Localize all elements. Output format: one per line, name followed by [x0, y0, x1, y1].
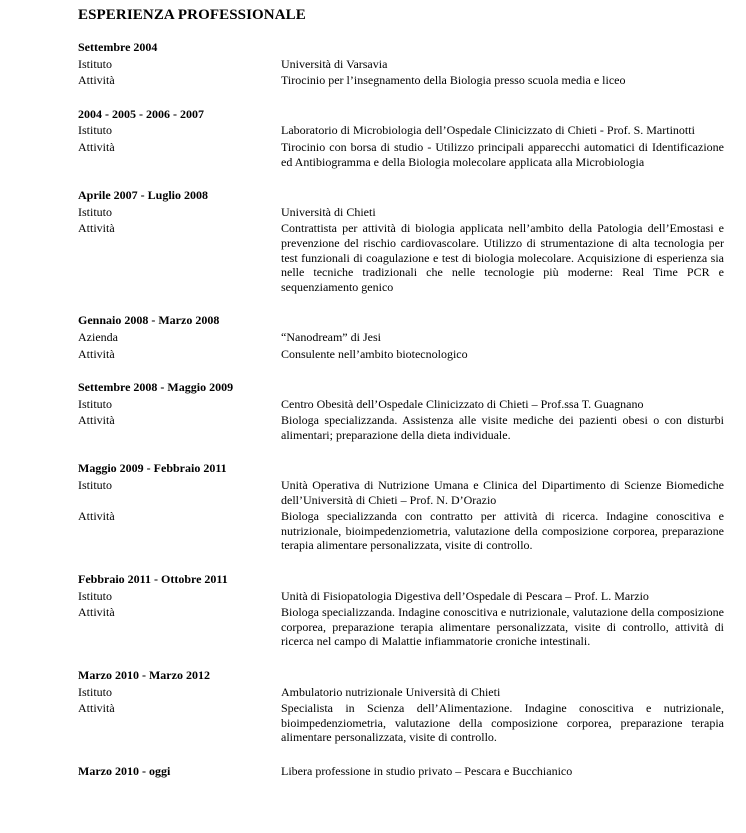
entry-row-label: Istituto — [78, 588, 113, 603]
entry-row-value: Contrattista per attività di biologia applicata nell’ambito della Patologia dell’Emostasi e prevenzione del rischio cardiovascolare. Utilizzo di strumentazione di alta tecnologia per test funzionali di coagulazione e test di biologia molecolare. Acquisizione di esperienza sia nelle tecniche tradizionali che nelle tecnologie più moderne: Real Time PCR e sequenziamento genico — [281, 221, 724, 294]
experience-list — [78, 40, 724, 798]
entry-period: Febbraio 2011 - Ottobre 2011 — [78, 572, 228, 587]
entry-row-value: Consulente nell’ambito biotecnologico — [281, 346, 468, 361]
entry-row — [78, 605, 724, 649]
entry-row-label: Attività — [78, 413, 115, 428]
experience-entry — [78, 380, 724, 442]
entry-period: 2004 - 2005 - 2006 - 2007 — [78, 106, 204, 121]
entry-row-label: Azienda — [78, 329, 118, 344]
entry-row — [78, 73, 724, 88]
entry-period: Maggio 2009 - Febbraio 2011 — [78, 461, 227, 476]
entry-row — [78, 221, 724, 294]
entry-row-value: Unità Operativa di Nutrizione Umana e Clinica del Dipartimento di Scienze Biomediche dell’Università di Chieti – Prof. N. D’Orazio — [281, 478, 724, 507]
entry-row-value: “Nanodream” di Jesi — [281, 329, 381, 344]
entry-row-value: Università di Varsavia — [281, 56, 388, 71]
entry-row-label: Attività — [78, 509, 115, 524]
experience-entry — [78, 764, 724, 779]
entry-period: Marzo 2010 - oggi — [78, 763, 171, 778]
entry-row-label: Istituto — [78, 123, 113, 138]
entry-row — [78, 57, 724, 72]
entry-row-label: Istituto — [78, 396, 113, 411]
entry-row-label: Attività — [78, 346, 115, 361]
entry-row — [78, 589, 724, 604]
experience-entry — [78, 572, 724, 649]
entry-row — [78, 413, 724, 442]
entry-period: Settembre 2008 - Maggio 2009 — [78, 380, 234, 395]
entry-row-value: Unità di Fisiopatologia Digestiva dell’Ospedale di Pescara – Prof. L. Marzio — [281, 588, 649, 603]
entry-row-value: Specialista in Scienza dell’Alimentazione. Indagine conoscitiva e nutrizionale, bioimpedenziometria, valutazione della composizione corporea, preparazione terapia alimentare personalizzata, visite di controllo. — [281, 701, 724, 745]
experience-entry — [78, 40, 724, 88]
entry-row-label: Istituto — [78, 684, 113, 699]
entry-row — [78, 123, 724, 138]
entry-row-label: Istituto — [78, 478, 113, 493]
entry-row-label: Attività — [78, 139, 115, 154]
entry-row-value: Biologa specializzanda con contratto per attività di ricerca. Indagine conoscitiva e nutrizionale, bioimpedenziometria, valutazione della composizione corporea, preparazione terapia alimentare personalizzata, visite di controllo. — [281, 509, 724, 553]
entry-row-value: Ambulatorio nutrizionale Università di Chieti — [281, 684, 501, 699]
entry-period: Settembre 2004 — [78, 40, 158, 54]
entry-row — [78, 140, 724, 169]
entry-row-label: Istituto — [78, 56, 113, 71]
entry-row-label: Attività — [78, 701, 115, 716]
entry-row-value: Biologa specializzanda. Assistenza alle visite mediche dei pazienti obesi o con disturbi alimentari; preparazione della dieta individuale. — [281, 413, 724, 442]
experience-entry — [78, 313, 724, 361]
entry-row-value: Università di Chieti — [281, 204, 376, 219]
entry-row-label: Istituto — [78, 204, 113, 219]
entry-row — [78, 205, 724, 220]
entry-row — [78, 701, 724, 745]
entry-row — [78, 509, 724, 553]
entry-row-value: Biologa specializzanda. Indagine conoscitiva e nutrizionale, valutazione della composizione corporea, preparazione terapia alimentare personalizzata, visite di controllo, attività di ricerca nel campo di Malattie infiammatorie croniche intestinali. — [281, 605, 724, 649]
experience-entry — [78, 188, 724, 294]
entry-row-label: Attività — [78, 73, 115, 88]
entry-row-value: Laboratorio di Microbiologia dell’Ospedale Clinicizzato di Chieti - Prof. S. Martinotti — [281, 123, 695, 138]
entry-row — [78, 347, 724, 362]
entry-row-value: Tirocinio per l’insegnamento della Biologia presso scuola media e liceo — [281, 73, 626, 88]
entry-row-label: Attività — [78, 221, 115, 236]
entry-row — [78, 397, 724, 412]
entry-row — [78, 330, 724, 345]
section-title: ESPERIENZA PROFESSIONALE — [78, 7, 306, 23]
entry-row — [78, 478, 724, 507]
entry-row — [78, 685, 724, 700]
experience-entry — [78, 461, 724, 553]
entry-row-value: Libera professione in studio privato – Pescara e Bucchianico — [281, 763, 573, 778]
entry-row-label: Attività — [78, 605, 115, 620]
experience-entry — [78, 107, 724, 169]
experience-entry — [78, 668, 724, 745]
entry-row — [78, 764, 724, 779]
entry-period: Marzo 2010 - Marzo 2012 — [78, 668, 210, 682]
entry-period: Gennaio 2008 - Marzo 2008 — [78, 313, 220, 328]
entry-row-value: Centro Obesità dell’Ospedale Clinicizzato di Chieti – Prof.ssa T. Guagnano — [281, 396, 644, 411]
entry-row-value: Tirocinio con borsa di studio - Utilizzo principali apparecchi automatici di Identificazione ed Antibiogramma e della Biologia molecolare applicata alla Microbiologia — [281, 139, 724, 169]
entry-period: Aprile 2007 - Luglio 2008 — [78, 188, 209, 203]
